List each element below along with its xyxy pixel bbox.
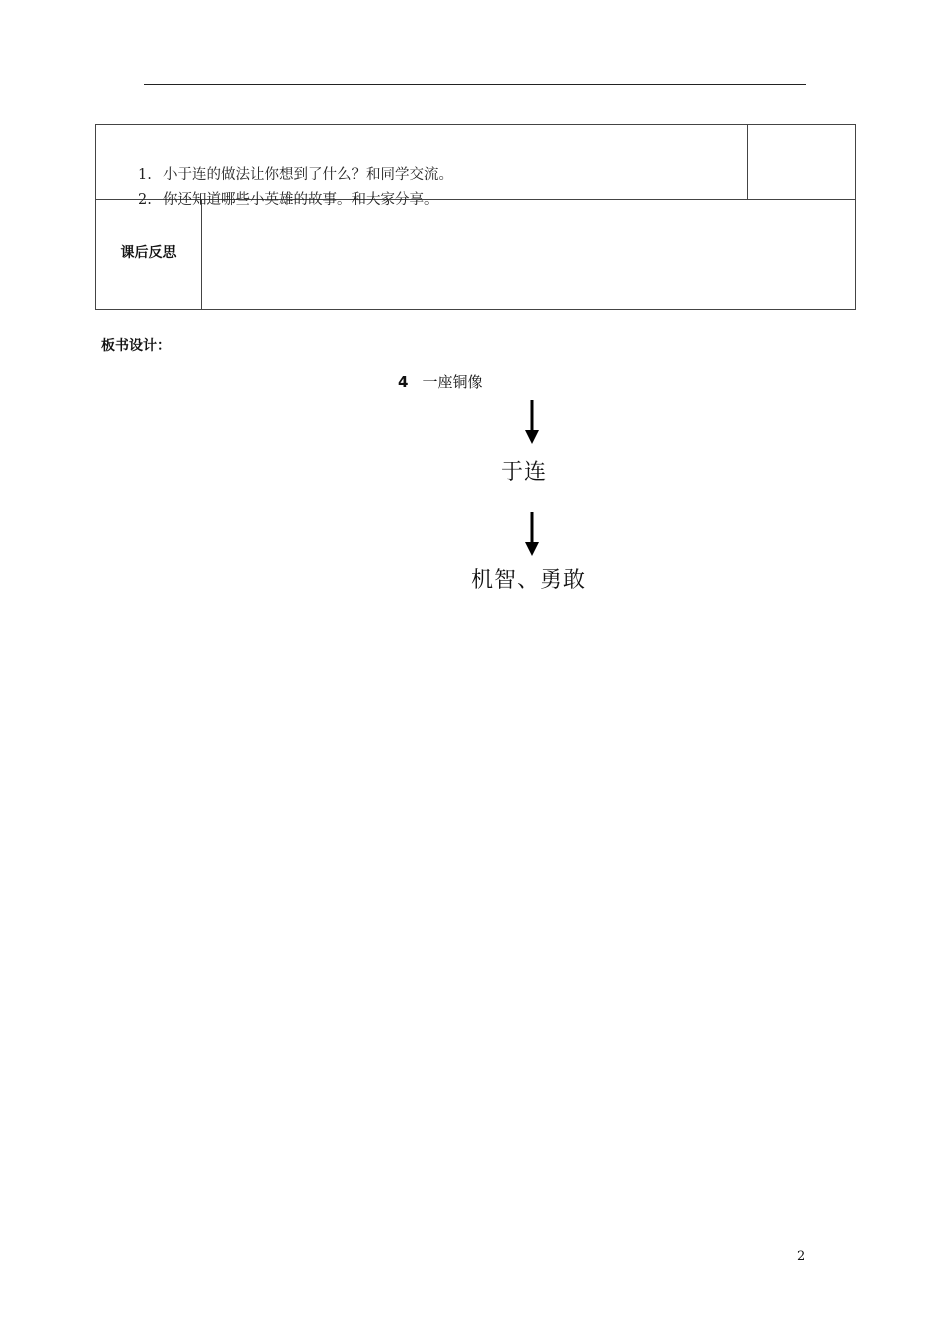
exercise-side-cell [747, 124, 856, 200]
exercise-item-1 [138, 166, 453, 184]
board-design-label: 板书设计： [101, 338, 171, 354]
exercise-text: 小于连的做法让你想到了什么？和同学交流。 [163, 167, 453, 183]
arrow-down-icon [524, 512, 540, 556]
reflection-label: 课后反思 [120, 245, 177, 261]
exercise-number: 2. [138, 192, 152, 208]
lesson-title [398, 372, 482, 392]
arrow-down-icon [524, 400, 540, 444]
exercise-text: 你还知道哪些小英雄的故事。和大家分享。 [163, 192, 439, 208]
lesson-title-text: 一座铜像 [422, 373, 483, 391]
reflection-content-cell [201, 199, 856, 310]
exercise-cell [95, 124, 748, 200]
page-number: 2 [797, 1249, 806, 1264]
board-line-2: 机智、勇敢 [471, 568, 587, 593]
lesson-number: 4 [398, 373, 409, 391]
board-line-1: 于连 [501, 460, 548, 485]
exercise-number: 1. [138, 167, 152, 183]
exercise-item-2 [138, 191, 439, 209]
header-rule [144, 84, 806, 85]
